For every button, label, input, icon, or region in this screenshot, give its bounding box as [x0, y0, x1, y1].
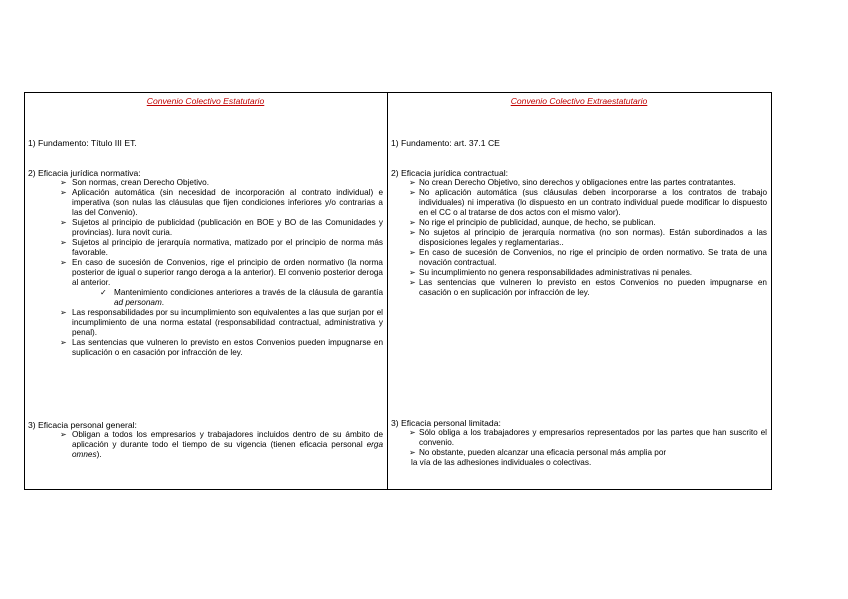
arrow-bullet-icon: ➢ — [60, 338, 67, 348]
arrow-bullet-icon: ➢ — [60, 308, 67, 318]
section-fundamento — [28, 138, 383, 148]
column-estatutario — [25, 93, 388, 489]
arrow-bullet-icon: ➢ — [60, 178, 67, 188]
heading-estatutario: Convenio Colectivo Estatutario — [146, 96, 265, 106]
arrow-bullet-icon: ➢ — [60, 188, 67, 198]
eficacia-personal-list — [28, 430, 383, 460]
check-bullet-icon: ✓ — [100, 288, 107, 298]
eficacia-personal-tail: la vía de las adhesiones individuales o colectivas. — [411, 458, 592, 468]
eficacia-personal-title: 3) Eficacia personal general: — [28, 420, 137, 430]
arrow-bullet-icon: ➢ — [60, 430, 67, 440]
arrow-bullet-icon: ➢ — [60, 238, 67, 248]
arrow-bullet-icon: ➢ — [409, 428, 416, 438]
comparison-table — [24, 92, 772, 490]
list-item: ➢ Las responsabilidades por su incumplimiento son equivalentes a las que surjan por el incumplimiento de una norma estatal (responsabilidad contractual, administrativa y penal). — [60, 308, 383, 338]
arrow-bullet-icon: ➢ — [409, 178, 416, 188]
list-item: ➢ Sujetos al principio de publicidad (publicación en BOE y BO de las Comunidades y provincias). Iura novit curia. — [60, 218, 383, 238]
list-item: ➢ Aplicación automática (sin necesidad de incorporación al contrato individual) e imperativa (son nulas las cláusulas que fijen condiciones inferiores y/o contrarias a las del Convenio). — [60, 188, 383, 218]
eficacia-personal-title: 3) Eficacia personal limitada: — [391, 418, 501, 428]
list-item: ➢ En caso de sucesión de Convenios, rige el principio de orden normativo (la norma posterior de igual o superior rango deroga a la anterior). El convenio posterior deroga al anterior. ✓ Mantenimiento condiciones anteriores a través de la cláusula de garantía ad personam. — [60, 258, 383, 308]
arrow-bullet-icon: ➢ — [409, 218, 416, 228]
section-eficacia-juridica — [28, 168, 383, 358]
eficacia-juridica-list — [391, 178, 767, 298]
section-fundamento — [391, 138, 767, 148]
sub-list — [72, 288, 383, 308]
list-item: ➢ Las sentencias que vulneren lo previsto en estos Convenios no pueden impugnarse en casación o en suplicación por infracción de ley. — [409, 278, 767, 298]
section-eficacia-juridica — [391, 168, 767, 298]
section-eficacia-personal — [391, 418, 767, 468]
fundamento-text: 1) Fundamento: art. 37.1 CE — [391, 138, 500, 148]
list-item: ➢ En caso de sucesión de Convenios, no rige el principio de orden normativo. Se trata de una novación contractual. — [409, 248, 767, 268]
list-item: ➢ Obligan a todos los empresarios y trabajadores incluidos dentro de su ámbito de aplicación y durante todo el tiempo de su vigencia (tienen eficacia personal erga omnes). — [60, 430, 383, 460]
eficacia-juridica-title: 2) Eficacia jurídica normativa: — [28, 168, 141, 179]
eficacia-personal-list — [391, 428, 767, 458]
list-item: ➢ No obstante, pueden alcanzar una eficacia personal más amplia por — [409, 448, 667, 458]
list-item: ➢ No rige el principio de publicidad, aunque, de hecho, se publican. — [409, 218, 656, 228]
list-item: ➢ Las sentencias que vulneren lo previsto en estos Convenios pueden impugnarse en suplicación o en casación por infracción de ley. — [60, 338, 383, 358]
arrow-bullet-icon: ➢ — [409, 188, 416, 198]
heading-extraestatutario: Convenio Colectivo Extraestatutario — [510, 96, 648, 106]
arrow-bullet-icon: ➢ — [409, 268, 416, 278]
arrow-bullet-icon: ➢ — [60, 218, 67, 228]
sub-list-item: ✓ Mantenimiento condiciones anteriores a través de la cláusula de garantía ad personam. — [100, 288, 383, 308]
arrow-bullet-icon: ➢ — [60, 258, 67, 268]
arrow-bullet-icon: ➢ — [409, 448, 416, 458]
arrow-bullet-icon: ➢ — [409, 248, 416, 258]
list-item: ➢ Su incumplimiento no genera responsabilidades administrativas ni penales. — [409, 268, 693, 278]
eficacia-juridica-list — [28, 178, 383, 358]
section-eficacia-personal — [28, 420, 383, 460]
eficacia-juridica-title: 2) Eficacia jurídica contractual: — [391, 168, 509, 179]
list-item: ➢ Sujetos al principio de jerarquía normativa, matizado por el principio de norma más favorable. — [60, 238, 383, 258]
fundamento-text: 1) Fundamento: Título III ET. — [28, 138, 137, 148]
list-item: ➢ No crean Derecho Objetivo, sino derechos y obligaciones entre las partes contratantes. — [409, 178, 736, 188]
arrow-bullet-icon: ➢ — [409, 228, 416, 238]
column-extraestatutario — [388, 93, 771, 489]
list-item: ➢ No sujetos al principio de jerarquía normativa (no son normas). Están subordinados a las disposiciones legales y reglamentarias.. — [409, 228, 767, 248]
list-item: ➢ No aplicación automática (sus cláusulas deben incorporarse a los contratos de trabajo individuales) ni imperativa (lo dispuesto en un contrato individual puede modificar lo dispuesto en el CC o al tratarse de dos actos con el mismo valor). — [409, 188, 767, 218]
list-item: ➢ Sólo obliga a los trabajadores y empresarios representados por las partes que han suscrito el convenio. — [409, 428, 767, 448]
list-item: ➢ Son normas, crean Derecho Objetivo. — [60, 178, 209, 188]
arrow-bullet-icon: ➢ — [409, 278, 416, 288]
